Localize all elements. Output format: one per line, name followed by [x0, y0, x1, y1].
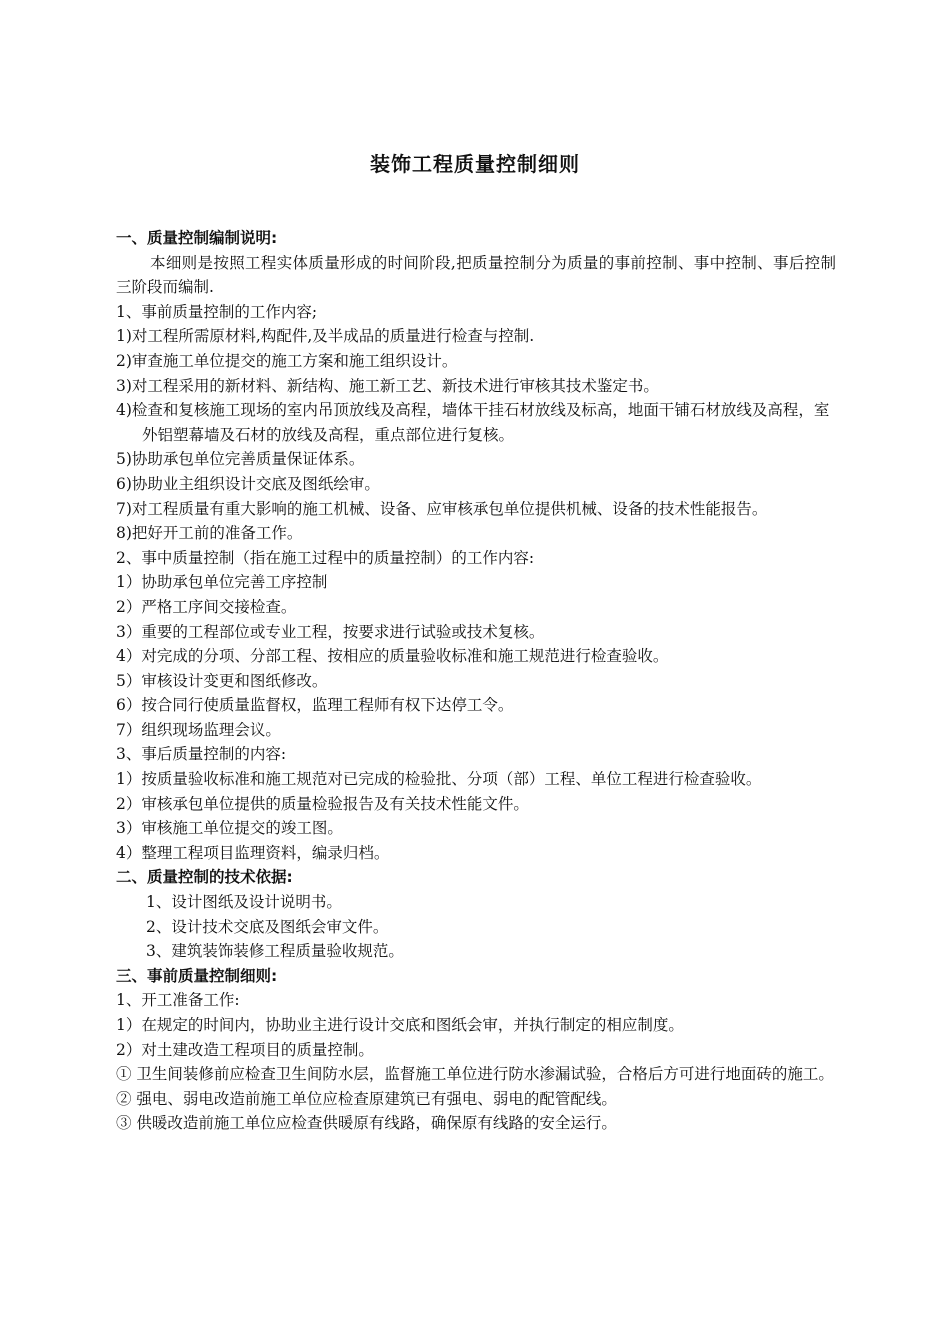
list-item: 6)协助业主组织设计交底及图纸绘审。: [116, 474, 380, 493]
section-heading-2: 二、质量控制的技术依据:: [116, 868, 293, 887]
section-heading-3: 三、事前质量控制细则:: [116, 966, 278, 985]
list-item: 6）按合同行使质量监督权，监理工程师有权下达停工令。: [116, 696, 514, 715]
list-item: 8)把好开工前的准备工作。: [116, 524, 303, 543]
subsection-heading: 3、事后质量控制的内容:: [116, 745, 287, 764]
list-item: 3）重要的工程部位或专业工程，按要求进行试验或技术复核。: [116, 622, 545, 641]
list-item: 1）按质量验收标准和施工规范对已完成的检验批、分项（部）工程、单位工程进行检查验收。: [116, 770, 762, 789]
list-item: 2）审核承包单位提供的质量检验报告及有关技术性能文件。: [116, 794, 529, 813]
list-item: 3）审核施工单位提交的竣工图。: [116, 819, 343, 838]
list-item: 2）对土建改造工程项目的质量控制。: [116, 1040, 374, 1059]
list-item: 4)检查和复核施工现场的室内吊顶放线及高程，墙体干挂石材放线及标高，地面干铺石材放线及高程，室外铝塑幕墙及石材的放线及高程，重点部位进行复核。: [116, 401, 830, 444]
list-item: 4）整理工程项目监理资料，编录归档。: [116, 843, 390, 862]
subsection-heading: 1、事前质量控制的工作内容;: [116, 302, 318, 321]
document-title: 装饰工程质量控制细则: [370, 152, 580, 176]
list-item: 5）审核设计变更和图纸修改。: [116, 671, 328, 690]
list-item: 5)协助承包单位完善质量保证体系。: [116, 450, 365, 469]
subsection-heading: 2、事中质量控制（指在施工过程中的质量控制）的工作内容:: [116, 548, 535, 567]
list-item: 1)对工程所需原材料,构配件,及半成品的质量进行检查与控制.: [116, 327, 535, 346]
list-item: 7）组织现场监理会议。: [116, 720, 281, 739]
list-item: 4）对完成的分项、分部工程、按相应的质量验收标准和施工规范进行检查验收。: [116, 647, 669, 666]
list-item: 2）严格工序间交接检查。: [116, 597, 297, 616]
list-item: ② 强电、弱电改造前施工单位应检查原建筑已有强电、弱电的配管配线。: [116, 1089, 617, 1108]
document-body: [116, 226, 836, 1136]
list-item: ① 卫生间装修前应检查卫生间防水层，监督施工单位进行防水渗漏试验，合格后方可进行地面砖的施工。: [116, 1065, 834, 1084]
list-item: 3)对工程采用的新材料、新结构、施工新工艺、新技术进行审核其技术鉴定书。: [116, 376, 659, 395]
section-heading-1: 一、质量控制编制说明:: [116, 229, 278, 247]
list-item: 7)对工程质量有重大影响的施工机械、设备、应审核承包单位提供机械、设备的技术性能报告。: [116, 499, 768, 518]
intro-paragraph: 本细则是按照工程实体质量形成的时间阶段,把质量控制分为质量的事前控制、事中控制、事后控制三阶段而编制.: [116, 253, 836, 297]
list-item: ③ 供暖改造前施工单位应检查供暖原有线路，确保原有线路的安全运行。: [116, 1114, 617, 1133]
list-item: 2)审查施工单位提交的施工方案和施工组织设计。: [116, 351, 458, 370]
subsection-heading: 1、开工准备工作:: [116, 991, 240, 1010]
list-item: 3、建筑装饰装修工程质量验收规范。: [146, 942, 404, 961]
list-item: 1）在规定的时间内，协助业主进行设计交底和图纸会审，并执行制定的相应制度。: [116, 1016, 684, 1034]
list-item: 2、设计技术交底及图纸会审文件。: [146, 917, 389, 936]
list-item: 1）协助承包单位完善工序控制: [116, 573, 328, 592]
list-item: 1、设计图纸及设计说明书。: [146, 893, 342, 912]
